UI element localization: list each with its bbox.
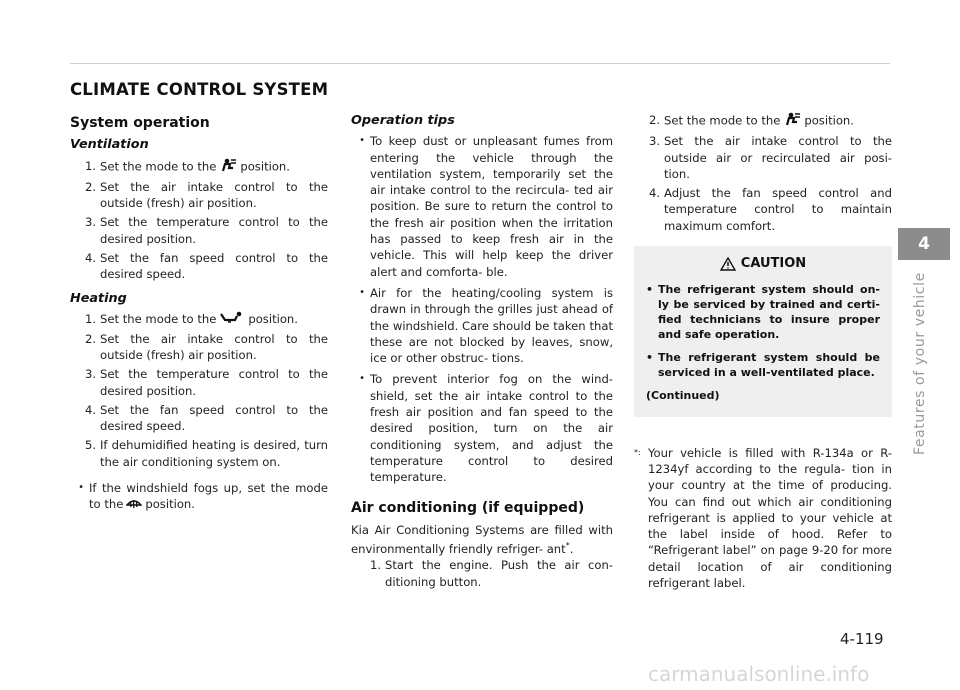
list-item: 4. Adjust the fan speed control and temperature control to maintain maximum comfort. [648,186,892,233]
list-item: 4. Set the fan speed control to the desired speed. [84,402,328,434]
paragraph: Kia Air Conditioning Systems are filled with environmentally friendly refriger- ant*. [351,522,613,556]
continued-label: (Continued) [646,389,720,403]
subheading-operation-tips: Operation tips [351,113,455,128]
list-item: 3. Set the temperature control to the desired position. [84,215,328,246]
column-left [70,115,328,519]
list-item: 3. Set the air intake control to the outside air or recirculated air posi- tion. [648,134,892,181]
caution-heading: CAUTION [646,256,880,272]
chapter-tab[interactable]: 4 [898,228,950,260]
face-vent-mode-icon [783,112,801,130]
header-rule [70,63,890,64]
list-item: 2. Set the mode to the position. [634,112,892,130]
subheading-heating: Heating [70,290,127,306]
section-heading-air-conditioning: Air conditioning (if equipped) [351,499,585,516]
caution-box [634,246,892,417]
column-right [634,112,892,591]
list-item: 1. Start the engine. Push the air con- ditioning button. [369,558,613,589]
list-item: 1. Set the mode to the position. [70,158,328,176]
list-item: • The refrigerant system should on- ly be serviced by trained and certi- fied technicians to insure proper and safe operation. [646,283,880,342]
face-vent-mode-icon [219,158,237,176]
defrost-mode-icon [126,496,142,513]
list-item: 1. Set the mode to the position. [84,311,298,326]
list-item: • To keep dust or unpleasant fumes from entering the vehicle through the ventilation system, temporarily set the air intake control to the recircula- ted air position. Be sure to return the control to the fresh air position when the irritation has passed to keep fresh air in the vehicle. This will help keep the driver alert and comforta- ble. [359,134,613,279]
list-item: 3. Set the temperature control to the desired position. [84,367,328,398]
footnote: *: Your vehicle is filled with R-134a or R-1234yf according to the regula- tion in your country at the time of producing. You can find out which air conditioning refrigerant is applied to your vehicle at the label inside of hood. Refer to “Refrigerant label” on page 9-20 for more detail location of air conditioning refrigerant label. [634,445,892,591]
warning-triangle-icon [720,257,736,271]
watermark: carmanualsonline.info [648,662,870,686]
page-title: CLIMATE CONTROL SYSTEM [70,80,329,99]
list-item: • If the windshield fogs up, set the mode to the position. [70,480,328,514]
list-item: 5. If dehumidified heating is desired, turn the air conditioning system on. [84,438,328,469]
floor-mode-icon [219,311,245,327]
list-item: 2. Set the air intake control to the outside (fresh) air position. [84,331,328,362]
subheading-ventilation: Ventilation [70,137,149,153]
chapter-title-vertical: Features of your vehicle [912,272,928,455]
list-item: • To prevent interior fog on the wind- shield, set the air intake control to the fresh air position and fan speed to the desired position, turn on the air conditioning system, and adjust the temperature control to desired temperature. [359,372,613,485]
page-number: 4-119 [840,630,884,648]
list-item: • The refrigerant system should be serviced in a well-ventilated place. [646,351,880,380]
list-item: 2. Set the air intake control to the outside (fresh) air position. [84,179,328,211]
section-heading-system-operation: System operation [70,115,210,131]
list-item: • Air for the heating/cooling system is drawn in through the grilles just ahead of the windshield. Care should be taken that these are not blocked by leaves, snow, ice or other obstruc- tions. [359,285,613,366]
column-middle [351,113,613,593]
list-item: 4. Set the fan speed control to the desired speed. [84,251,328,282]
